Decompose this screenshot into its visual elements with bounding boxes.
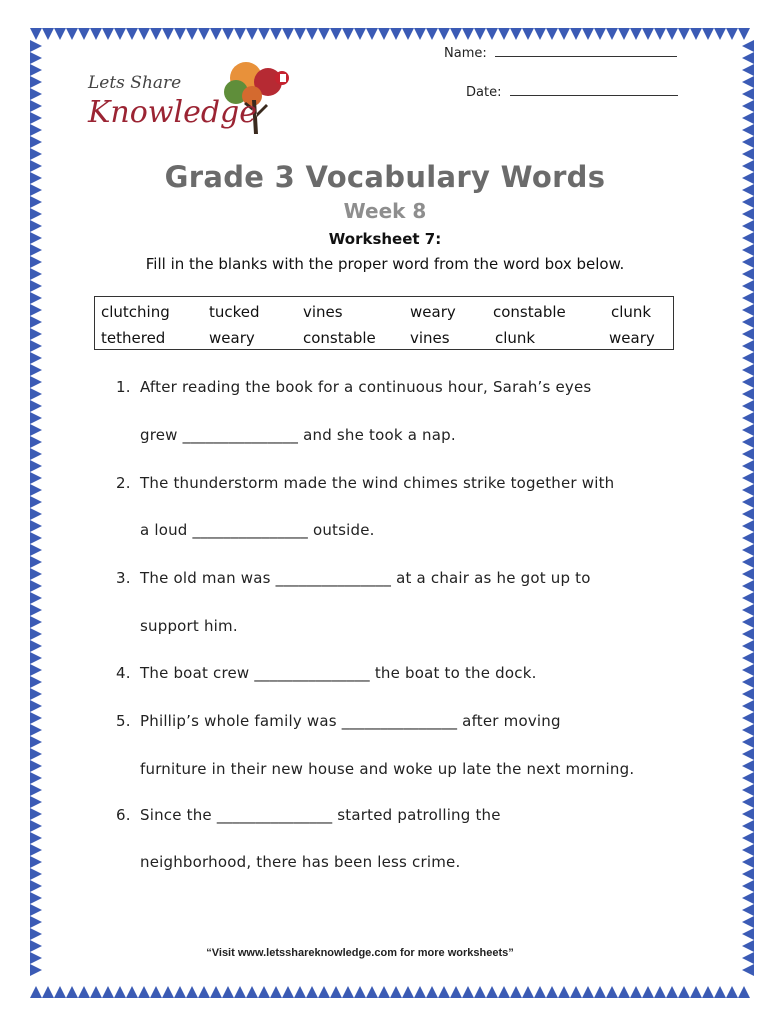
question-3-continued: support him. xyxy=(140,617,238,635)
question-5-continued: furniture in their new house and woke up late the next morning. xyxy=(140,760,635,778)
word-box-word: vines xyxy=(410,329,450,347)
worksheet-label: Worksheet 7: xyxy=(328,230,442,248)
date-blank xyxy=(510,83,678,96)
question-3 xyxy=(116,569,591,587)
question-number: 3. xyxy=(116,569,131,587)
word-box-word: weary xyxy=(410,303,456,321)
word-box-word: weary xyxy=(209,329,255,347)
question-2-continued: a loud _______________ outside. xyxy=(140,521,375,539)
question-1 xyxy=(116,378,591,396)
word-box-word: tethered xyxy=(101,329,166,347)
footer-note: “Visit www.letsshareknowledge.com for more worksheets” xyxy=(206,947,514,959)
date-field xyxy=(466,83,678,100)
question-5 xyxy=(116,712,561,730)
question-2 xyxy=(116,474,614,492)
word-box-word: constable xyxy=(493,303,566,321)
question-4 xyxy=(116,664,537,682)
date-label: Date: xyxy=(466,85,506,100)
question-number: 1. xyxy=(116,378,131,396)
instructions: Fill in the blanks with the proper word from the word box below. xyxy=(145,255,625,273)
logo-line1: Lets Share xyxy=(88,73,182,93)
question-6 xyxy=(116,806,501,824)
name-field xyxy=(444,44,677,61)
question-text: Phillip’s whole family was _______________ after moving xyxy=(140,712,561,730)
word-box-word: constable xyxy=(303,329,376,347)
question-text: The old man was _______________ at a chair as he got up to xyxy=(140,569,591,587)
question-number: 2. xyxy=(116,474,131,492)
question-number: 6. xyxy=(116,806,131,824)
question-text: The boat crew _______________ the boat to the dock. xyxy=(140,664,537,682)
word-box-word: clutching xyxy=(101,303,170,321)
word-box-word: vines xyxy=(303,303,343,321)
question-number: 5. xyxy=(116,712,131,730)
name-label: Name: xyxy=(444,46,491,61)
question-text: The thunderstorm made the wind chimes strike together with xyxy=(140,474,615,492)
logo-line2: Knowledge xyxy=(88,95,257,130)
question-1-continued: grew _______________ and she took a nap. xyxy=(140,426,456,444)
word-box xyxy=(94,296,674,350)
name-blank xyxy=(495,44,677,57)
question-6-continued: neighborhood, there has been less crime. xyxy=(140,853,461,871)
word-box-word: clunk xyxy=(611,303,652,321)
logo xyxy=(86,56,306,146)
question-text: After reading the book for a continuous hour, Sarah’s eyes xyxy=(140,378,592,396)
word-box-word: clunk xyxy=(495,329,536,347)
week-subtitle: Week 8 xyxy=(343,199,427,223)
question-number: 4. xyxy=(116,664,131,682)
page-title: Grade 3 Vocabulary Words xyxy=(164,160,606,194)
word-box-word: tucked xyxy=(209,303,260,321)
word-box-word: weary xyxy=(609,329,655,347)
question-text: Since the _______________ started patrolling the xyxy=(140,806,501,824)
